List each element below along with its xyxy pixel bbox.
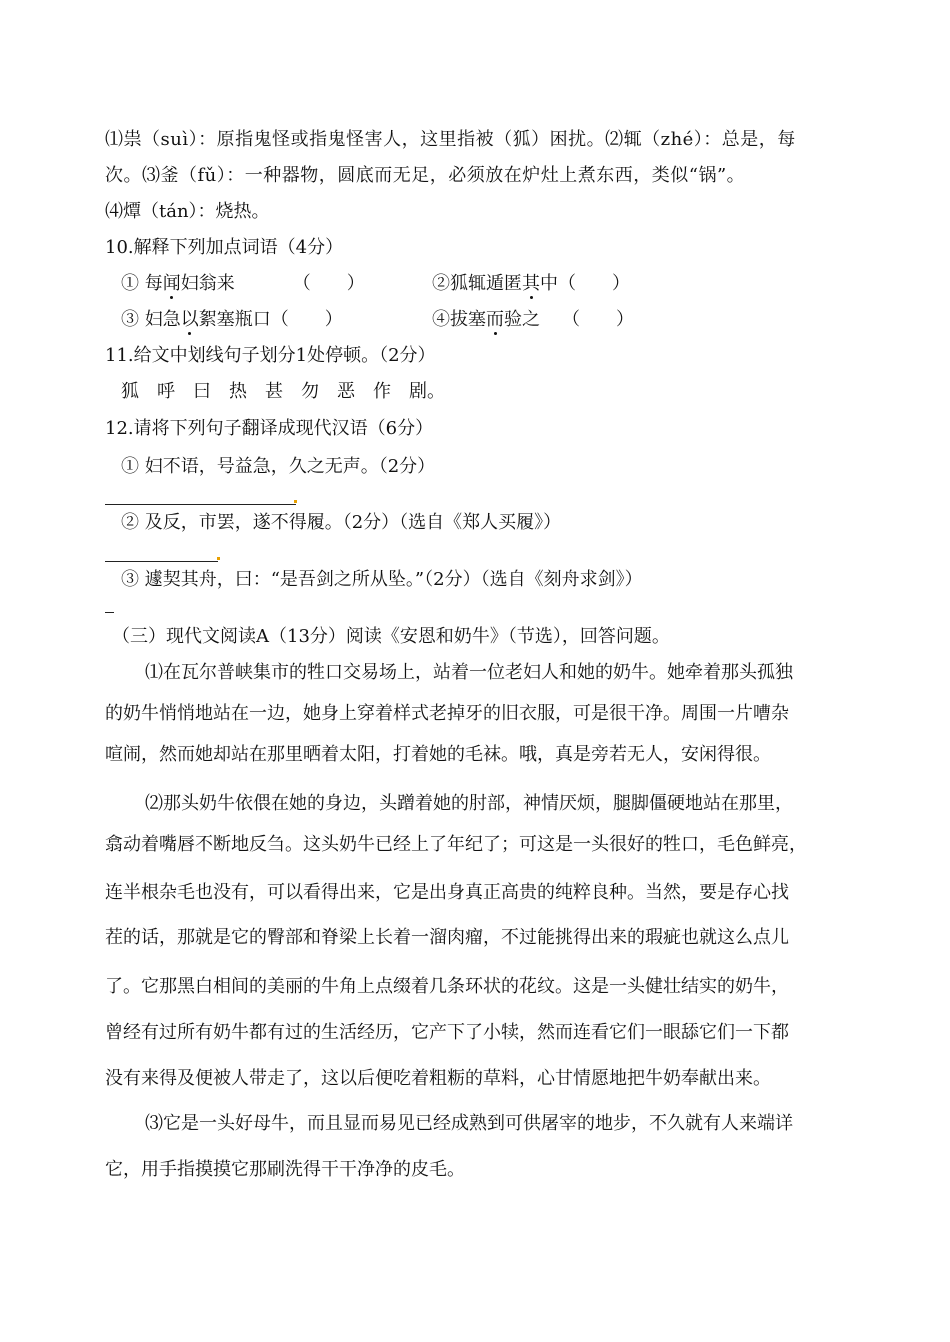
q10-item-3-dotted-word: 以: [180, 309, 199, 330]
q12-sentence-2: ② 及反，市罢，遂不得履。（2分）（选自《郑人买履》）: [121, 512, 562, 533]
q12-answer-line-3[interactable]: [105, 612, 114, 613]
paragraph-1-line-2: 的奶牛悄悄地站在一边，她身上穿着样式老掉牙的旧衣服，可是很干净。周围一片嘈杂: [105, 703, 789, 724]
paragraph-2-line-7: 没有来得及便被人带走了，这以后便吃着粗粝的草料，心甘情愿地把牛奶奉献出来。: [105, 1068, 771, 1089]
q10-item-4-dotted-word: 而: [486, 309, 504, 330]
note-line-1: ⑴祟（suì）：原指鬼怪或指鬼怪害人，这里指被（狐）困扰。⑵辄（zhé）：总是，每: [105, 129, 796, 150]
q10-item-2-pre: ②狐辄遁匿: [432, 273, 522, 294]
q12-sentence-3: ③ 遽契其舟，曰：“是吾剑之所从坠。”（2分）（选自《刻舟求剑》）: [121, 569, 643, 590]
q10-item-3: [121, 309, 343, 331]
paragraph-2-line-5: 了。它那黑白相间的美丽的牛角上点缀着几条环状的花纹。这是一头健壮结实的奶牛，: [105, 976, 789, 997]
cursor-mark: [294, 500, 297, 503]
q10-item-4-pre: ④拔塞: [432, 309, 486, 330]
q11-char: 作: [373, 381, 391, 402]
q11-char: 热: [229, 381, 247, 402]
q11-char: 恶: [337, 381, 355, 402]
q10-item-1-post: 妇翁来: [180, 273, 235, 294]
question-10-title: 10.解释下列加点词语（4分）: [105, 237, 344, 258]
q11-char: 曰: [193, 381, 211, 402]
q10-item-1-answer-blank[interactable]: （ ）: [292, 273, 365, 294]
q10-item-1-pre: ① 每: [121, 273, 163, 294]
paragraph-2-line-6: 曾经有过所有奶牛都有过的生活经历，它产下了小犊，然而连看它们一眼舔它们一下都: [105, 1022, 789, 1043]
q10-item-3-answer-blank[interactable]: （ ）: [270, 309, 343, 330]
paragraph-2-line-2: 翕动着嘴唇不断地反刍。这头奶牛已经上了年纪了；可这是一头很好的牲口，毛色鲜亮，: [105, 834, 807, 855]
paragraph-3-line-2: 它，用手指摸摸它那刷洗得干干净净的皮毛。: [105, 1159, 465, 1180]
q11-char: 勿: [301, 381, 319, 402]
q10-item-4-post: 验之: [504, 309, 540, 330]
paragraph-2-line-3: 连半根杂毛也没有，可以看得出来，它是出身真正高贵的纯粹良种。当然，要是存心找: [105, 882, 789, 903]
question-12-title: 12.请将下列句子翻译成现代汉语（6分）: [105, 418, 434, 439]
q10-item-3-post: 絮塞瓶口: [198, 309, 271, 330]
note-line-3: ⑷燂（tán）：烧热。: [105, 201, 270, 222]
q11-sentence: [121, 381, 445, 403]
paragraph-2-line-1: ⑵那头奶牛依偎在她的身边，头蹭着她的肘部，神情厌烦，腿脚僵硬地站在那里，: [145, 793, 793, 814]
q12-answer-line-2[interactable]: [105, 561, 218, 562]
q10-item-2-dotted-word: 其: [522, 273, 540, 294]
q10-item-2: [432, 273, 630, 295]
note-line-2: 次。⑶釜（fǔ）：一种器物，圆底而无足，必须放在炉灶上煮东西，类似“锅”。: [105, 165, 746, 186]
cursor-mark: [217, 557, 220, 560]
paragraph-1-line-1: ⑴在瓦尔普峡集市的牲口交易场上，站着一位老妇人和她的奶牛。她牵着那头孤独: [145, 662, 793, 683]
q10-item-4-answer-blank[interactable]: （ ）: [562, 309, 634, 330]
section-3-title: （三）现代文阅读A（13分）阅读《安恩和奶牛》（节选），回答问题。: [112, 626, 670, 647]
q10-item-2-post: 中: [540, 273, 558, 294]
paragraph-2-line-4: 茬的话，那就是它的臀部和脊梁上长着一溜肉瘤，不过能挑得出来的瑕疵也就这么点儿: [105, 927, 789, 948]
q10-item-4: [432, 309, 634, 331]
question-11-title: 11.给文中划线句子划分1处停顿。（2分）: [105, 345, 436, 366]
q11-char: 剧。: [409, 381, 445, 402]
q12-answer-line-1[interactable]: [105, 504, 296, 505]
paragraph-3-line-1: ⑶它是一头好母牛，而且显而易见已经成熟到可供屠宰的地步，不久就有人来端详: [145, 1113, 793, 1134]
paragraph-1-line-3: 喧闹，然而她却站在那里晒着太阳，打着她的毛袜。哦，真是旁若无人，安闲得很。: [105, 744, 771, 765]
q11-char: 甚: [265, 381, 283, 402]
q11-char: 呼: [157, 381, 175, 402]
q10-item-3-pre: ③ 妇急: [121, 309, 181, 330]
q11-char: 狐: [121, 381, 139, 402]
q12-sentence-1: ① 妇不语，号益急，久之无声。（2分）: [121, 456, 436, 477]
q10-item-2-answer-blank[interactable]: （ ）: [558, 273, 630, 294]
q10-item-1-dotted-word: 闻: [162, 273, 181, 294]
q10-item-1: [121, 273, 365, 295]
